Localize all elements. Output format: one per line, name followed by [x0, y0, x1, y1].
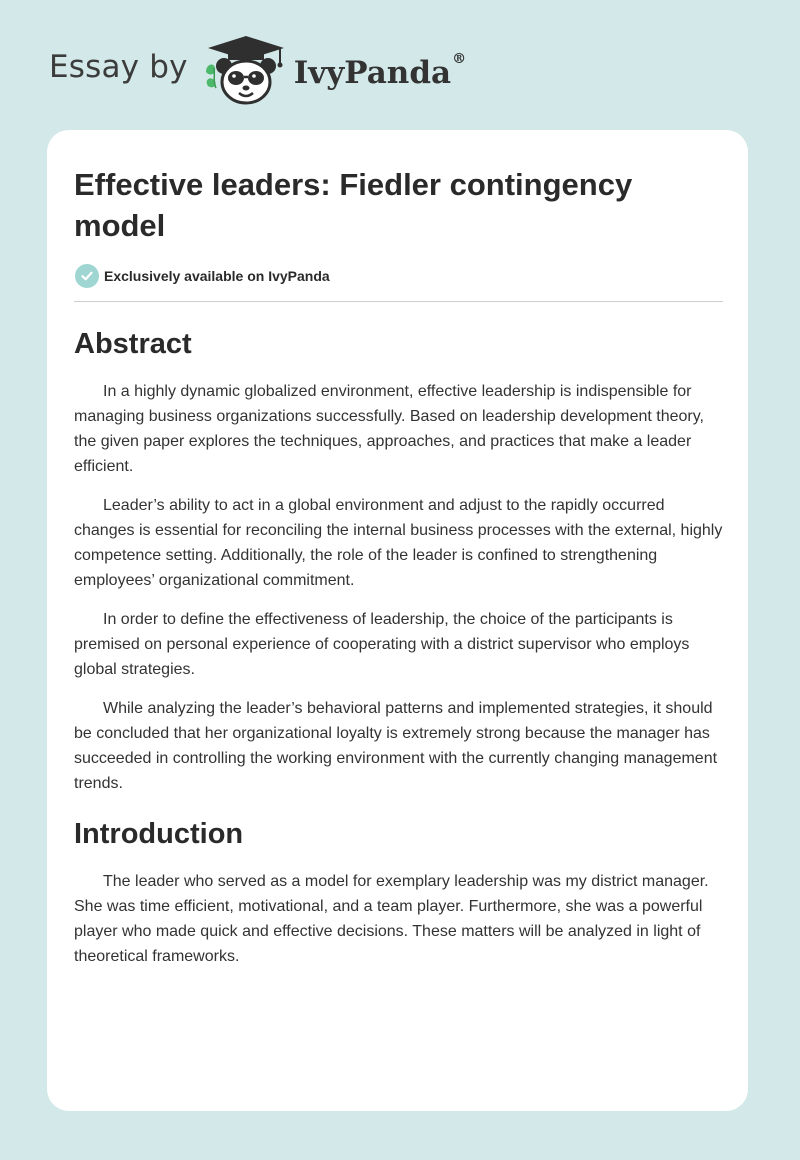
site-header — [49, 30, 466, 110]
brand-text: IvyPanda — [293, 55, 452, 91]
registered-mark: ® — [452, 51, 467, 67]
title-divider — [74, 301, 723, 302]
abstract-paragraph: Leader’s ability to act in a global environment and adjust to the rapidly occurred changes is essential for reconciling the internal business processes with the external, highly competence setting. Additionally, the role of the leader is confined to strengthening employees’ organizational commitment. — [74, 497, 723, 589]
check-badge-icon — [75, 264, 99, 288]
abstract-paragraph: In order to define the effectiveness of leadership, the choice of the participants is premised on personal experience of cooperating with a district supervisor who employs global strategies. — [74, 611, 690, 678]
article-card — [47, 130, 748, 1111]
essay-by-label: Essay by — [49, 49, 188, 85]
abstract-paragraph: While analyzing the leader’s behavioral patterns and implemented strategies, it should be concluded that her organizational loyalty is extremely strong because the manager has succeeded in controlling the working environment with the currently changing management trends. — [74, 700, 718, 792]
article-title: Effective leaders: Fiedler contingency model — [74, 167, 633, 243]
exclusive-badge — [74, 263, 725, 289]
section-heading-introduction: Introduction — [74, 818, 244, 850]
panda-graduate-icon[interactable] — [202, 30, 292, 110]
brand-name[interactable] — [293, 51, 467, 91]
introduction-paragraph: The leader who served as a model for exemplary leadership was my district manager. She was time efficient, motivational, and a team player. Furthermore, she was a powerful player who made quick and effective decisions. These matters will be analyzed in light of theoretical frameworks. — [74, 873, 709, 965]
section-heading-abstract: Abstract — [74, 328, 192, 360]
abstract-paragraph: In a highly dynamic globalized environment, effective leadership is indispensible for managing business organizations successfully. Based on leadership development theory, the given paper explores the techniques, approaches, and practices that make a leader efficient. — [74, 383, 704, 475]
exclusive-label: Exclusively available on IvyPanda — [104, 268, 330, 284]
article-content — [74, 164, 725, 983]
